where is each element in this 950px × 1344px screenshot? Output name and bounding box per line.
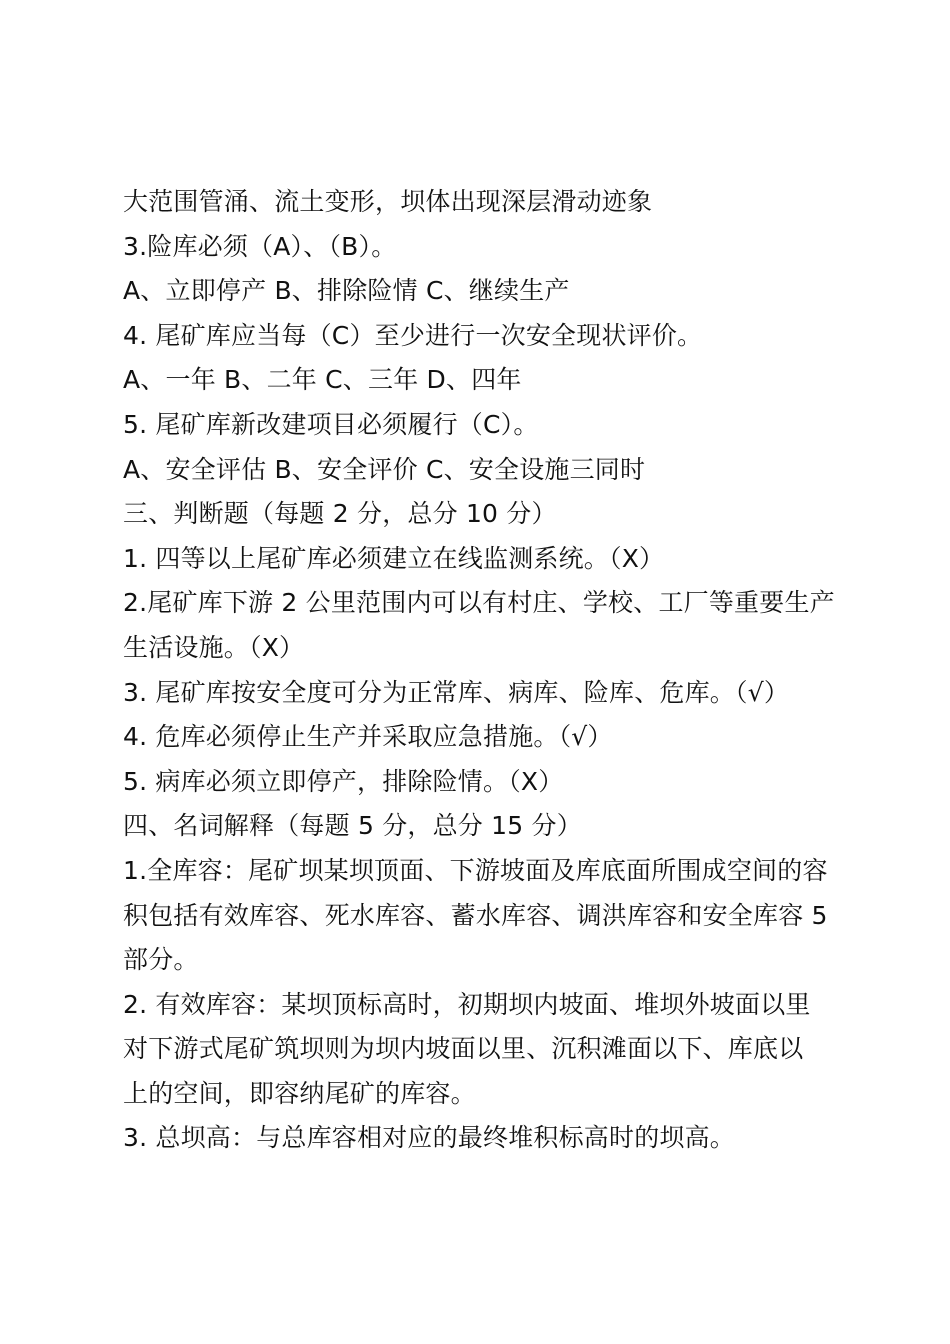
- section-heading-true-false: 三、判断题（每题 2 分，总分 10 分）: [123, 499, 557, 529]
- document-body: [123, 180, 838, 1161]
- true-false-item-2-cont: 生活设施。（X）: [123, 632, 305, 662]
- question-5: 5. 尾矿库新改建项目必须履行（C）。: [123, 409, 539, 439]
- definition-1-cont: 部分。: [123, 945, 199, 975]
- true-false-item-5: 5. 病库必须立即停产，排除险情。（X）: [123, 766, 564, 796]
- definition-3: 3. 总坝高：与总库容相对应的最终堆积标高时的坝高。: [123, 1123, 736, 1153]
- question-3: 3.险库必须（A）、（B）。: [123, 231, 397, 261]
- true-false-item-2: 2.尾矿库下游 2 公里范围内可以有村庄、学校、工厂等重要生产: [123, 588, 835, 618]
- true-false-item-4: 4. 危库必须停止生产并采取应急措施。（√）: [123, 722, 613, 752]
- true-false-item-3: 3. 尾矿库按安全度可分为正常库、病库、险库、危库。（√）: [123, 677, 790, 707]
- question-4-options: A、一年 B、二年 C、三年 D、四年: [123, 365, 522, 395]
- text-line: 大范围管涌、流土变形，坝体出现深层滑动迹象: [123, 187, 653, 216]
- definition-2-cont: 上的空间，即容纳尾矿的库容。: [123, 1078, 476, 1108]
- section-heading-definitions: 四、名词解释（每题 5 分，总分 15 分）: [123, 811, 582, 841]
- true-false-item-1: 1. 四等以上尾矿库必须建立在线监测系统。（X）: [123, 543, 665, 573]
- definition-2: 2. 有效库容：某坝顶标高时，初期坝内坡面、堆坝外坡面以里: [123, 989, 811, 1019]
- definition-1: 1.全库容：尾矿坝某坝顶面、下游坡面及库底面所围成空间的容: [123, 855, 828, 885]
- definition-1-cont: 积包括有效库容、死水库容、蓄水库容、调洪库容和安全库容 5: [123, 900, 828, 930]
- question-4: 4. 尾矿库应当每（C）至少进行一次安全现状评价。: [123, 320, 703, 350]
- question-3-options: A、立即停产 B、排除险情 C、继续生产: [123, 276, 570, 306]
- definition-2-cont: 对下游式尾矿筑坝则为坝内坡面以里、沉积滩面以下、库底以: [123, 1034, 804, 1064]
- question-5-options: A、安全评估 B、安全评价 C、安全设施三同时: [123, 454, 646, 484]
